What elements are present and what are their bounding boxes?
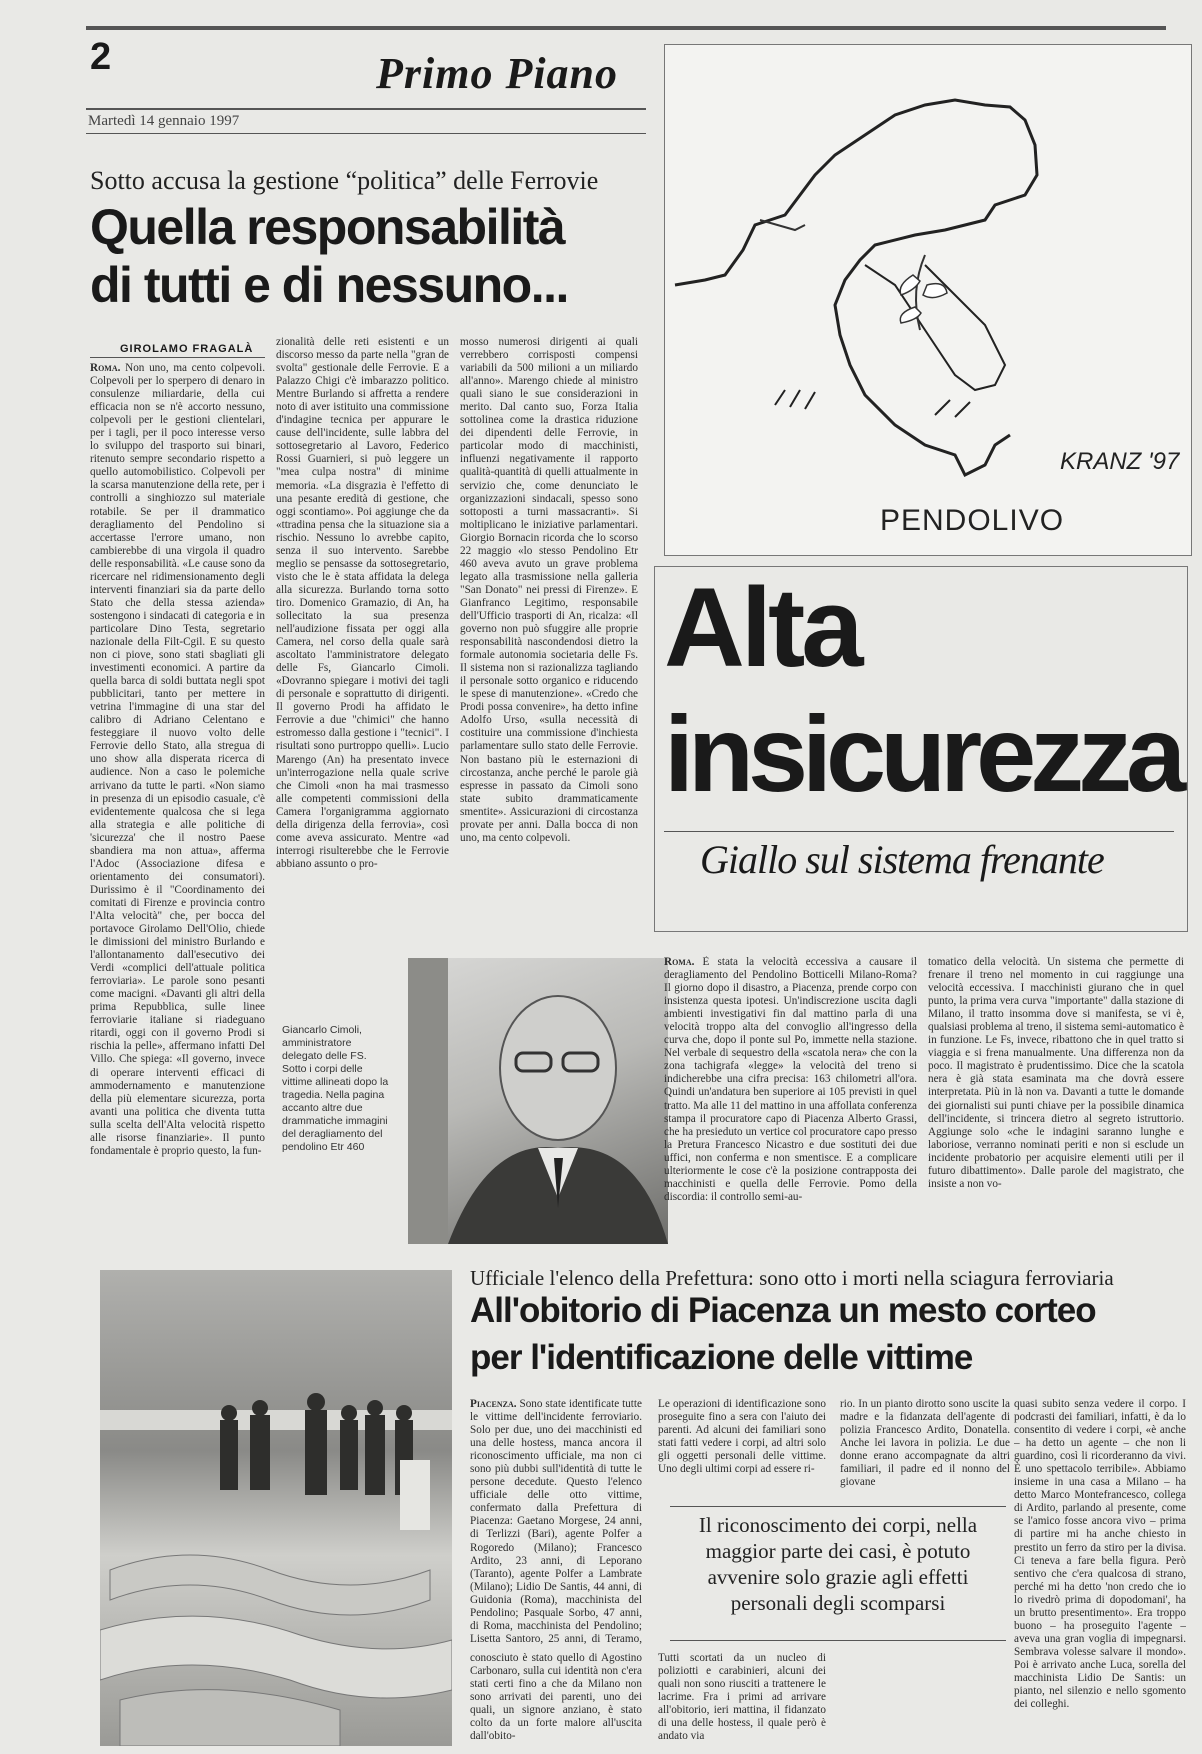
article3-column-1b xyxy=(470,1652,642,1746)
subhead-rule xyxy=(664,831,1174,832)
article3-column-1 xyxy=(470,1398,642,1646)
article1-byline: GIROLAMO FRAGALÀ xyxy=(120,343,254,355)
article1-column-2 xyxy=(276,336,449,930)
article1-column-1 xyxy=(90,362,265,1254)
pullquote-rule-bottom xyxy=(670,1640,1006,1641)
article2-dateline: Roma. xyxy=(664,956,695,968)
article3-text-1: Sono state identificate tutte le vittime dell'incidente ferroviario. Solo per due, uno dei macchinisti ed una delle hostess, manca ancora il riconoscimento ufficiale, ma non ci sono più dubbi sull'identità di tutte le persone decedute. Questo l'elenco ufficiale delle otto vittime, confermato dalla Prefettura di Piacenza: Gaetano Morgese, 24 anni, di Terlizzi (Bari), agente Polfer a Rogoredo (Milano); Francesco Ardito, 23 anni, di Leporano (Taranto), agente Polfer a Lambrate (Milano); Lidio De Santis, 44 anni, di Guidonia (Roma), macchinista del Pendolino; Pasquale Sorbo, 47 anni, di Roma, macchinista del Pendolino; Lisetta Santoro, 25 anni, di Teramo, xyxy=(470,1398,642,1645)
article3-headline-line2: per l'identificazione delle vittime xyxy=(470,1338,973,1377)
article1-kicker: Sotto accusa la gestione “politica” delle Ferrovie xyxy=(90,166,599,195)
article2-text-2: tomatico della velocità. Un sistema che permette di frenare il treno nel momento in cui raggiunge una velocità eccessiva. I macchinisti giurano che in quel punto, la prima vera curva "importante" dalla stazione di Milano, il tratto insomma dove si manifesta, se vi è, qualsiasi problema al treno, il sistema semi-automatico è in funzione. Le Fs, invece, ribattono che in quel tratto si viaggia e si frena manualmente. Una differenza non da poco. Il magistrato è prudentissimo. Dice che la scatola nera è già stata esaminata ma che dovrà essere interpretata. Più in là non va. Davanti a tutte le domande dei giornalisti sui punti chiave per la possibile dinamica dell'incidente, si trincera dietro al segreto istruttorio. Aggiunge solo «che le indagini saranno lunghe e laboriose, verranno nominati periti e non si esclude un incidente probatorio per acquisire elementi utili per il futuro dibattimento». Dalle parole del magistrato, che insiste a non vo- xyxy=(928,956,1184,1190)
page-number: 2 xyxy=(90,36,112,78)
article3-text-4: quasi subito senza vedere il corpo. I podcrasti dei familiari, infatti, è da lo consentito di vedere i corpi, «è anche – ha detto un agente – che non li guardino, così li ricorderanno da vivi. È uno spettacolo terribile». Abbiamo insieme in una casa a Milano – ha detto Marco Montefrancesco, collega di Ardito, parlando al presente, come se l'amico fosse ancora vivo – prima di partire mi ha anche chiesto in prestito un ferro da stiro per la divisa. Ci teneva a fare bella figura. Però sentivo che c'era qualcosa di strano, perché mi ha detto 'non credo che io lo rivedrò prima di dopodomani', ha un brutto presentimento». Era troppo buono – ha proseguito l'agente – aveva una gran voglia di impegnarsi. Sembrava volesse salvare il mondo». Poi è arrivato anche Luca, sorella del macchinista Lidio De Santis: un pianto, nel silenzio e nello sgomento dei colleghi. xyxy=(1014,1398,1186,1711)
victims-photo xyxy=(100,1270,452,1746)
article3-column-3 xyxy=(840,1398,1010,1502)
article2-column-1 xyxy=(664,956,917,1246)
cimoli-photo xyxy=(408,958,668,1244)
article3-dateline: Piacenza. xyxy=(470,1398,517,1410)
article1-text-2: zionalità delle reti esistenti e un discorso messo da parte nella "gran de svolta" gestionale delle Ferrovie. E a Palazzo Chigi c'è imbarazzo politico. Mentre Burlando si affretta a rendere noto di aver istituito una commissione d'indagine tecnica per appurare le cause dell'incidente, sulle labbra del sottosegretario al Lavoro, Federico Rossi Guarnieri, si può leggere un "mea culpa nostra" di minime memoria. «La disgrazia è l'effetto di una pesante eredità di gestione, che oggi scontiamo». Poi aggiunge che da «ttradina pensa che la situazione sia a rischio. Nessuno lo avrebbe capito, senza il suo intervento. Sarebbe meglio se pensasse da sottosegretario, visto che le è stata affidata la delega alla sicurezza. Burlando torna sotto tiro. Domenico Gramazio, di An, ha sollecitato la sua presenza nell'audizione fissata per oggi alla Camera, nel corso della quale sarà ascoltato l'amministratore delegato delle Fs, Giancarlo Cimoli. «Dovranno spiegare i motivi dei tagli di personale e soprattutto di dirigenti. Il governo Prodi ha affidato le Ferrovie a due "chimici" che hanno estromesso dalla gestione i "tecnici". I risultati sono purtroppo quelli». Lucio Marengo (An) ha presentato invece un'interrogazione nella quale scrive che Cimoli «non ha mai trasmesso alle competenti commissioni della Camera l'organigramma aggiornato della dirigenza della ferrovia», così come aveva assicurato. Mentre «ad interrogi risulterebbe che le Ferrovie abbiano assunto o pro- xyxy=(276,336,449,870)
rescue-scene-icon xyxy=(100,1270,452,1746)
article1-text-3: mosso numerosi dirigenti ai quali verrebbero corrisposti compensi variabili da 500 milioni a un miliardo all'anno». Marengo chiede al ministro quali siano le sue considerazioni in merito. Dal canto suo, Forza Italia sottolinea come la drastica riduzione dei dipendenti delle Ferrovie, in particolar modo di macchinisti, influenzi negativamente il rapporto qualità-quantità di quelli attualmente in servizio che, come denunciato le organizzazioni sindacali, spesso sono sottoposti a turni massacranti». Si moltiplicano le iniziative parlamentari. Giorgio Bornacin ricorda che lo scorso 22 maggio «lo stesso Pendolino Etr 460 aveva avuto un grave problema legato alla trasmissione nella galleria "San Donato" nei pressi di Firenze». E Gianfranco Legitimo, responsabile dell'Ufficio trasporti di An, ricalza: «Il governo non può sfuggire alle proprie responsabilità nascondendosi dietro la formale autonomia societaria delle Fs. Il sistema non si razionalizza tagliando il personale sotto organico e riducendo le spese di manutenzione». «Credo che Prodi possa convenire», ha detto infine Adolfo Urso, «sulla necessità di costituire una commissione d'inchiesta parlamentare sullo stato delle Ferrovie. Non bastano più le esternazioni di circostanza, anche perché le parole già espresse in passato da Cimoli sono state subito drammaticamente smentite». Assicurazioni di circostanza provate per anni. Dalla bocca di non uno, ma cento colpevoli. xyxy=(460,336,638,844)
cartoon-signature: KRANZ '97 xyxy=(1060,448,1180,475)
article3-text-2: Le operazioni di identificazione sono proseguite fino a sera con l'aiuto dei parenti. Ad alcuni dei familiari sono stati fatti vedere i corpi, ad altri solo gli oggetti personali delle vittime. Uno degli ultimi corpi ad essere ri- xyxy=(658,1398,826,1476)
issue-date: Martedì 14 gennaio 1997 xyxy=(88,113,240,129)
byline-rule xyxy=(90,357,265,358)
article2-headline-line1: Alta xyxy=(664,565,860,690)
top-rule xyxy=(86,26,1166,30)
article1-dateline: Roma. xyxy=(90,362,121,374)
article3-text-2b: Tutti scortati da un nucleo di poliziotti e carabinieri, alcuni dei quali non sono riusciti a trattenere le lacrime. Fra i primi ad arrivare all'obitorio, ieri mattina, il fidanzato di una delle hostess, il quale però è andato via xyxy=(658,1652,826,1743)
italy-map-icon xyxy=(665,45,1191,555)
article1-headline-line1: Quella responsabilità xyxy=(90,199,565,255)
article1-headline-line2: di tutti e di nessuno... xyxy=(90,257,568,313)
article2-column-2 xyxy=(928,956,1184,1246)
person-portrait-icon xyxy=(408,958,668,1244)
article3-column-2 xyxy=(658,1398,826,1502)
photo1-caption: Giancarlo Cimoli, amministratore delegato delle FS. Sotto i corpi delle vittime allineati dopo la tragedia. Nella pagina accanto altre due drammatiche immagini del deragliamento del pendolino Etr 460 xyxy=(282,1024,389,1153)
article2-subhead: Giallo sul sistema frenante xyxy=(700,837,1104,882)
article3-text-3: rio. In un pianto dirotto sono uscite la madre e la fidanzata dell'agente di polizia Francesco Ardito, Donatella. Anche lei lavora in polizia. Le due donne erano accompagnate da altri familiari, il padre ed il nonno del giovane xyxy=(840,1398,1010,1489)
article3-column-2b xyxy=(658,1652,826,1746)
cartoon-box xyxy=(664,44,1192,556)
article3-column-4 xyxy=(1014,1398,1186,1746)
article1-column-3 xyxy=(460,336,638,930)
header-rule xyxy=(86,108,646,110)
article3-headline-line1: All'obitorio di Piacenza un mesto corteo xyxy=(470,1291,1096,1330)
cartoon-caption: PENDOLIVO xyxy=(880,504,1065,537)
article2-text-1: È stata la velocità eccessiva a causare il deragliamento del Pendolino Botticelli Milano-Roma? Il giorno dopo il disastro, a Piacenza, prende corpo con insistenza questa ipotesi. Un'indiscrezione uscita dagli ambienti investigativi fin dal mattino parla di una velocità troppo alta del convoglio all'ingresso della curva che, dopo il ponte sul Po, immette nella stazione. Nel verbale di sequestro della «scatola nera» che con la zona tachigrafa «legge» la velocità del treno si indicherebbe una cifra precisa: 163 chilometri all'ora. Quindi un'andatura ben superiore ai 105 previsti in quel tratto. Ma alle 11 del mattino in una affollata conferenza stampa il procuratore capo di Piacenza Alberto Grassi, che ha presieduto un vertice col procuratore capo presso la Pretura Francesco Nicastro e due sostituti dei due uffici, non conferma e non smentisce. E a complicare ulteriormente le cose c'è la posizione contrapposta dei macchinisti e quella delle Ferrovie. Pomo della discordia: il controllo semi-au- xyxy=(664,956,917,1203)
date-rule xyxy=(86,133,646,134)
article2-headline-line2: insicurezza xyxy=(664,693,1181,814)
pullquote-rule-top xyxy=(670,1506,1006,1507)
article1-text-1: Non uno, ma cento colpevoli. Colpevoli per lo sperpero di denaro in consulenze miliardarie, della cui efficacia non se n'è accorto nessuno, colpevoli per le gestioni clientelari, per i tagli, per il poco interesse verso lo sviluppo del trasporto sui binari, ritenuto sempre secondario rispetto a quello automobilistico. Colpevoli per la scarsa manutenzione della rete, per i controlli a singhiozzo sul materiale rotabile. Se per il drammatico deragliamento del Pendolino si accertasse l'errore umano, non cambierebbe di una virgola il quadro delle responsabilità. «Le cause sono da ricercare nel ridimensionamento degli interventi finanziari sia da parte dello Stato che della stessa azienda» sostengono i sindacati di categoria e in particolare Dino Testa, segretario nazionale della Filt-Cgil. E su questo non ci piove, sono stati sbagliati gli investimenti economici. A partire da quella barca di soldi buttata negli spot pubblicitari, tanto per mettere in vetrina l'immagine di una star del calibro di Adriano Celentano e festeggiare il nuovo volto delle Ferrovie dello Stato, alla stregua di uno show alla disperata ricerca di audience. Non a caso le polemiche arrivano da tutte le parti. «Non siamo in presenza di un episodio casuale, c'è evidentemente qualcosa che si lega alla strategia e alle politiche di 'sicurezza' che il nostro Paese sbandiera ma non attua», afferma l'Adoc (Associazione difesa e orientamento dei consumatori). Durissimo è il "Coordinamento dei comitati di Firenze e provincia contro l'Alta velocità" che, per bocca del portavoce Girolamo Dell'Olio, chiede le dimissioni del ministro Burlando e l'allontanamento dall'esecutivo dei Verdi «complici dell'attuale politica ferroviaria». Le parole sono pesanti come macigni. «Davanti gli altri della prima Repubblica, sulle linee ferroviarie italiane si riadeguano ritardi, oggi con il governo Prodi si rischia la pelle», affermano infatti Del Villo. Che spiega: «Il governo, invece di operare interventi efficaci di ammodernamento e manutenzione della più elementare sicurezza, porta avanti una politica che diventa tutta sulla scelta dell'Alta velocità rispetto alle risorse finanziarie». Il punto fondamentale è proprio questo, la fun- xyxy=(90,362,265,1157)
section-title: Primo Piano xyxy=(376,49,619,98)
article3-pullquote: Il riconoscimento dei corpi, nella maggior parte dei casi, è potuto avvenire solo grazie agli effetti personali degli scomparsi xyxy=(698,1513,978,1615)
article3-text-1b: conosciuto è stato quello di Agostino Carbonaro, sulla cui identità non c'era stati certi fino a che da Milano non sono arrivati dei parenti, uno dei quali, un signore anziano, è stato colto da un forte malore all'uscita dall'obito- xyxy=(470,1652,642,1743)
article3-kicker: Ufficiale l'elenco della Prefettura: sono otto i morti nella sciagura ferroviaria xyxy=(470,1266,1114,1290)
